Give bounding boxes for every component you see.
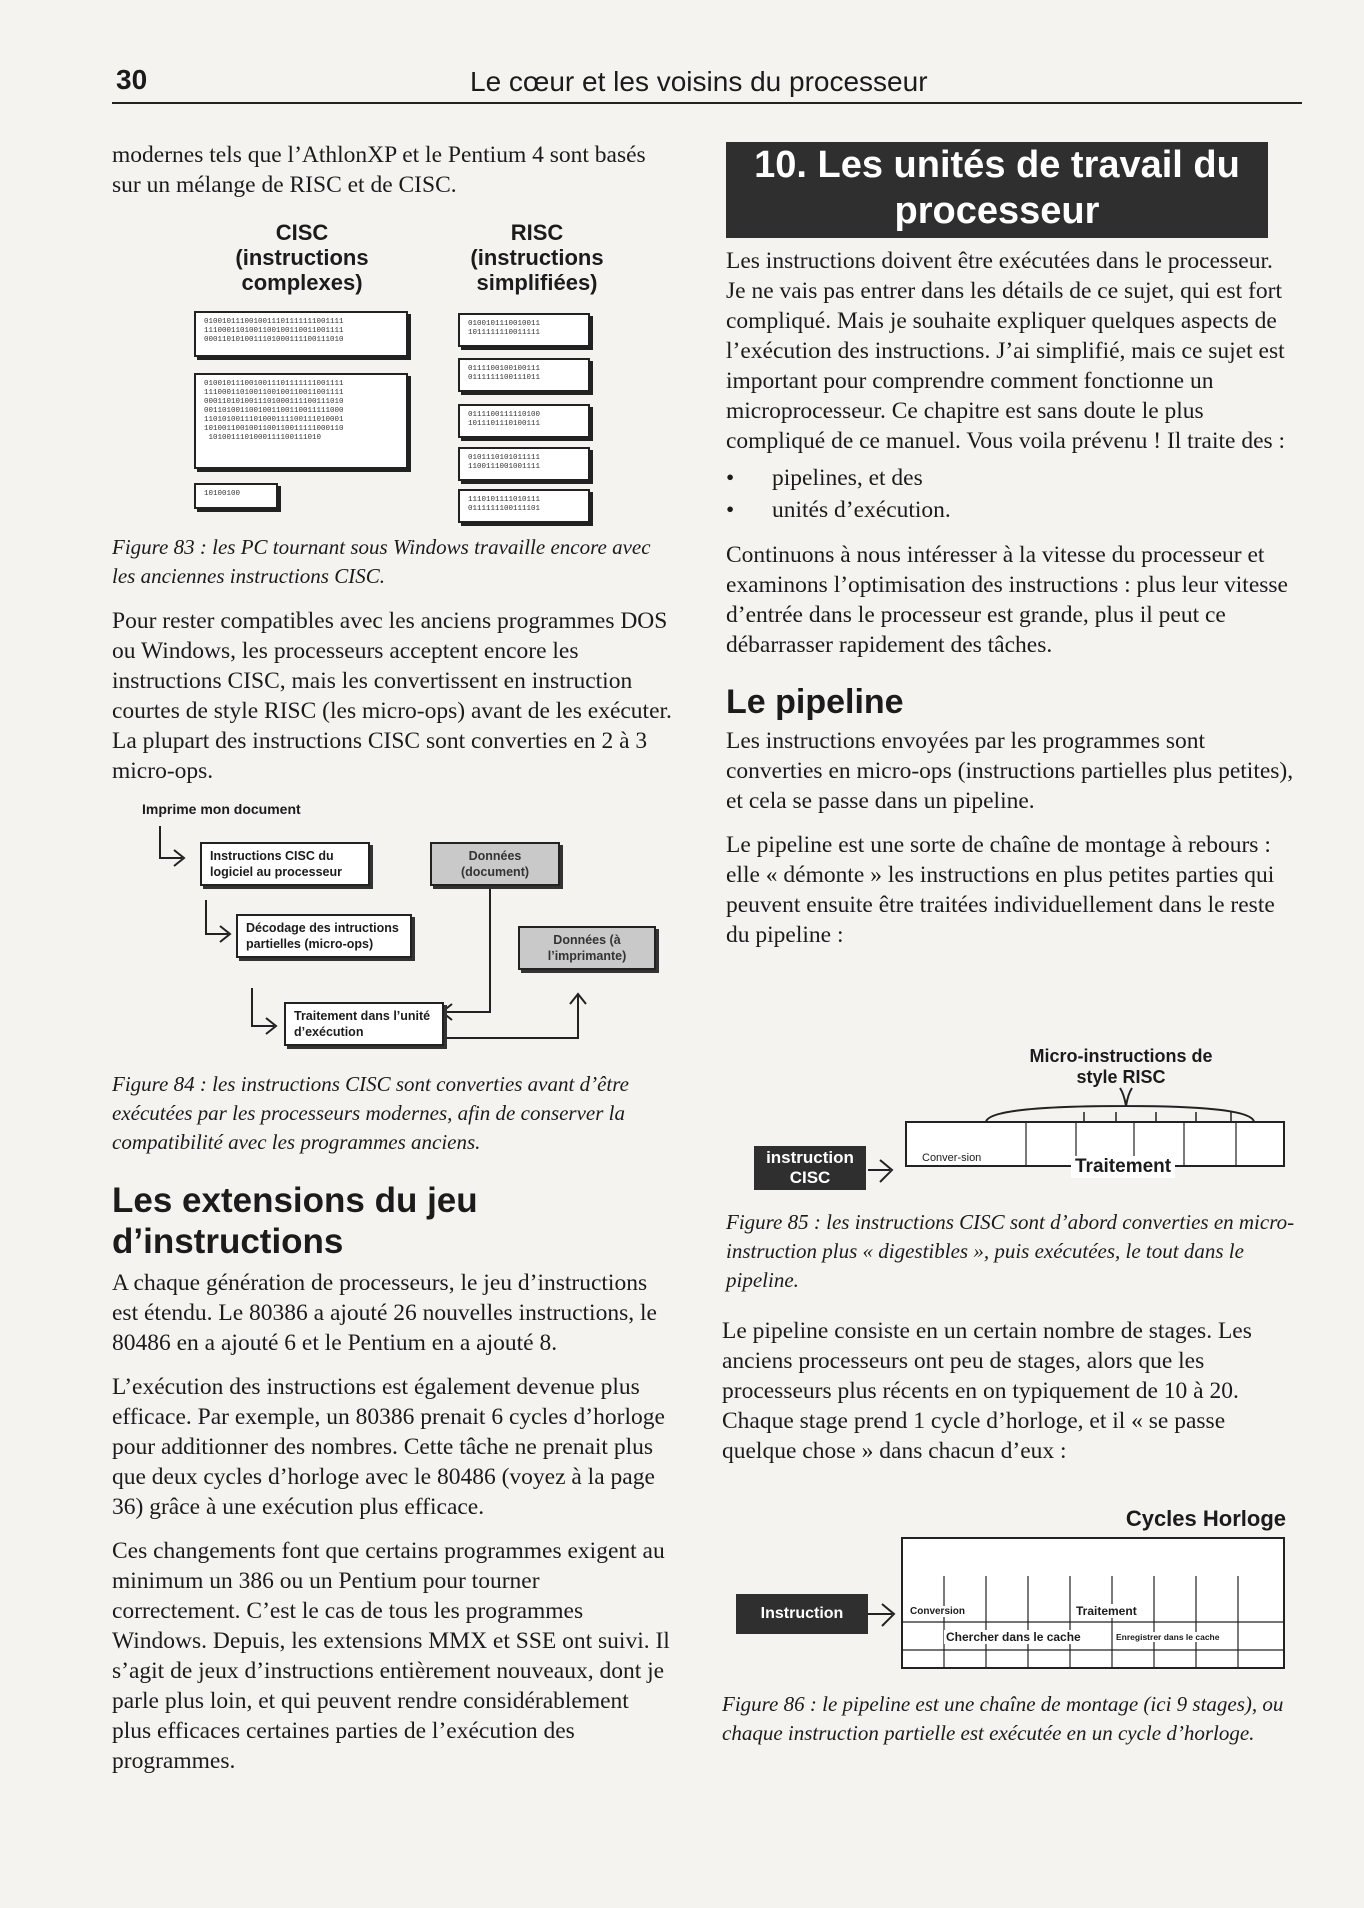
extensions-heading: Les extensions du jeu d’instructions xyxy=(112,1181,478,1261)
flow-box-cisc-instructions: Instructions CISC du logiciel au processeur xyxy=(200,842,370,886)
running-head: Le cœur et les voisins du processeur xyxy=(470,66,928,97)
fetch-cache-stage-label: Chercher dans le cache xyxy=(946,1630,1081,1644)
flow-box-data-printer: Données (à l’imprimante) xyxy=(518,926,656,970)
risc-code-block-2: 0111100100100111 0111111100111011 xyxy=(458,358,590,392)
instruction-cisc-tag: instruction CISC xyxy=(754,1146,866,1190)
extensions-section xyxy=(112,1180,672,1790)
topic-list-item: • unités d’exécution. xyxy=(726,494,1296,526)
left-compat-block xyxy=(112,606,672,800)
cisc-title: CISC (instructions complexes) xyxy=(235,220,369,295)
risc-title: RISC (instructions simplifiées) xyxy=(470,220,604,295)
risc-code-block-3: 0111100111110100 1011101110100111 xyxy=(458,404,590,438)
pipeline-heading: Le pipeline xyxy=(726,683,904,721)
section-10-intro-block xyxy=(726,246,1296,964)
figure-85 xyxy=(726,1046,1296,1316)
flow-box-data-document: Données (document) xyxy=(430,842,560,886)
stages-paragraph: Le pipeline consiste en un certain nombre de stages. Les anciens processeurs ont peu de stages, alors que les processeurs plus récents en on typiquement de 10 à 20. Chaque stage prend 1 cycle d’horloge, et il « se passe quelque chose » dans chacun d’eux : xyxy=(722,1318,1252,1464)
conversion-stage-label: Conversion xyxy=(910,1606,966,1617)
risc-code-block-1: 0100101110010011 1011111110011111 xyxy=(458,313,590,347)
figure-84 xyxy=(112,798,672,1163)
risc-code-block-4: 0101110101011111 1100111001001111 xyxy=(458,447,590,481)
stages-block xyxy=(722,1316,1294,1480)
header-rule xyxy=(112,102,1302,104)
flow-box-execution: Traitement dans l’unité d’exécution xyxy=(284,1002,444,1046)
speed-paragraph: Continuons à nous intéresser à la vitesse du processeur et examinons l’optimisation des instructions : plus leur vitesse d’entrée dans le processeur est grande, plus il peut ce débarrasser rapidement des tâches. xyxy=(726,542,1288,658)
instruction-tag: Instruction xyxy=(736,1594,868,1634)
extensions-paragraph-2: L’exécution des instructions est également devenue plus efficace. Par exemple, un 80386 prenait 6 cycles d’horloge pour additionner des nombres. Cette tâche ne prenait plus que deux cycles d’horloge avec le 80486 (voyez à la page 36) grâce à une exécution plus efficace. xyxy=(112,1374,665,1520)
risc-micro-instructions-label: Micro-instructions de style RISC xyxy=(1029,1046,1213,1087)
figure-84-caption: Figure 84 : les instructions CISC sont converties avant d’être exécutées par les processeurs modernes, afin de conserver la compatibilité avec les programmes anciens. xyxy=(112,1072,629,1154)
conversion-stage-label: Conver-sion xyxy=(922,1152,982,1164)
section-10-heading: 10. Les unités de travail du processeur xyxy=(726,142,1268,238)
store-cache-stage-label: Enregistrer dans le cache xyxy=(1116,1632,1220,1642)
topic-list-item: • pipelines, et des xyxy=(726,462,1296,494)
figure-86-caption: Figure 86 : le pipeline est une chaîne de montage (ici 9 stages), ou chaque instruction partielle est exécutée en un cycle d’horloge. xyxy=(722,1692,1284,1745)
left-intro-block xyxy=(112,140,672,214)
section-10-intro-paragraph: Les instructions doivent être exécutées dans le processeur. Je ne vais pas entrer dans les détails de ce sujet, qui est fort compliqué. Mais je souhaite expliquer quelques aspects de l’exécution des instructions. J’ai simplifié, mais ce sujet est important pour comprendre comment fonctionne un microprocesseur. Ce chapitre est sans doute le plus compliqué de ce manuel. Vous voila prévenu ! Il traite des : xyxy=(726,248,1286,454)
cisc-code-block-2: 0100101110010011101111111001111 1110001101001100100110011001111 0001101010011101000111100111010 0011010011001001100110011111000 1101010011101000111100111010001 1010011001001100110011111000110 1010011101000111100111010 xyxy=(194,373,408,469)
pipeline-86-graphic xyxy=(722,1506,1294,1676)
compat-paragraph: Pour rester compatibles avec les anciens programmes DOS ou Windows, les processeurs acceptent encore les instructions CISC, mais les convertissent en instruction courtes de style RISC (les micro-ops) avant de les exécuter. La plupart des instructions CISC sont converties en 2 à 3 micro-ops. xyxy=(112,608,672,784)
processing-stage-label: Traitement xyxy=(1076,1604,1137,1618)
extensions-paragraph-3: Ces changements font que certains programmes exigent au minimum un 386 ou un Pentium pour tourner correctement. C’est le cas de tous les programmes Windows. Depuis, les extensions MMX et SSE ont suivi. Il s’agit de jeux d’instructions entièrement nouveaux, dont je parle plus loin, et qui peuvent rendre considérablement plus efficaces certaines parties de l’exécution des programmes. xyxy=(112,1538,670,1774)
page-number: 30 xyxy=(116,64,148,95)
clock-cycles-label: Cycles Horloge xyxy=(1125,1506,1286,1531)
risc-code-block-5: 1110101111010111 0111111100111101 xyxy=(458,489,590,523)
processing-stage-label: Traitement xyxy=(1071,1156,1175,1178)
extensions-paragraph-1: A chaque génération de processeurs, le jeu d’instructions est étendu. Le 80386 a ajouté 26 nouvelles instructions, le 80486 en a ajouté 6 et le Pentium en a ajouté 8. xyxy=(112,1270,657,1356)
figure-86 xyxy=(722,1506,1294,1806)
flow-box-decoding: Décodage des intructions partielles (micro-ops) xyxy=(236,914,412,958)
figure-83-caption: Figure 83 : les PC tournant sous Windows travaille encore avec les anciennes instructions CISC. xyxy=(112,535,651,588)
topic-list xyxy=(726,462,1296,526)
figure-85-caption: Figure 85 : les instructions CISC sont d’abord converties en micro-instruction plus « digestibles », puis exécutées, le tout dans le pipeline. xyxy=(726,1210,1295,1292)
intro-paragraph: modernes tels que l’AthlonXP et le Pentium 4 sont basés sur un mélange de RISC et de CISC. xyxy=(112,142,646,198)
cisc-code-block-1: 0100101110010011101111111001111 1110001101001100100110011001111 0001101010011101000111100111010 xyxy=(194,311,408,357)
pipeline-paragraph-1: Les instructions envoyées par les programmes sont converties en micro-ops (instructions partielles plus petites), et cela se passe dans un pipeline. xyxy=(726,728,1294,814)
arrow-into-pipeline-85 xyxy=(866,1152,906,1192)
cisc-code-block-3: 10100100 xyxy=(194,483,278,509)
pipeline-paragraph-2: Le pipeline est une sorte de chaîne de montage à rebours : elle « démonte » les instructions en plus petites parties qui peuvent ensuite être traitées individuellement dans le reste du pipeline : xyxy=(726,832,1275,948)
print-document-label: Imprime mon document xyxy=(142,801,301,817)
figure-83 xyxy=(112,215,672,595)
